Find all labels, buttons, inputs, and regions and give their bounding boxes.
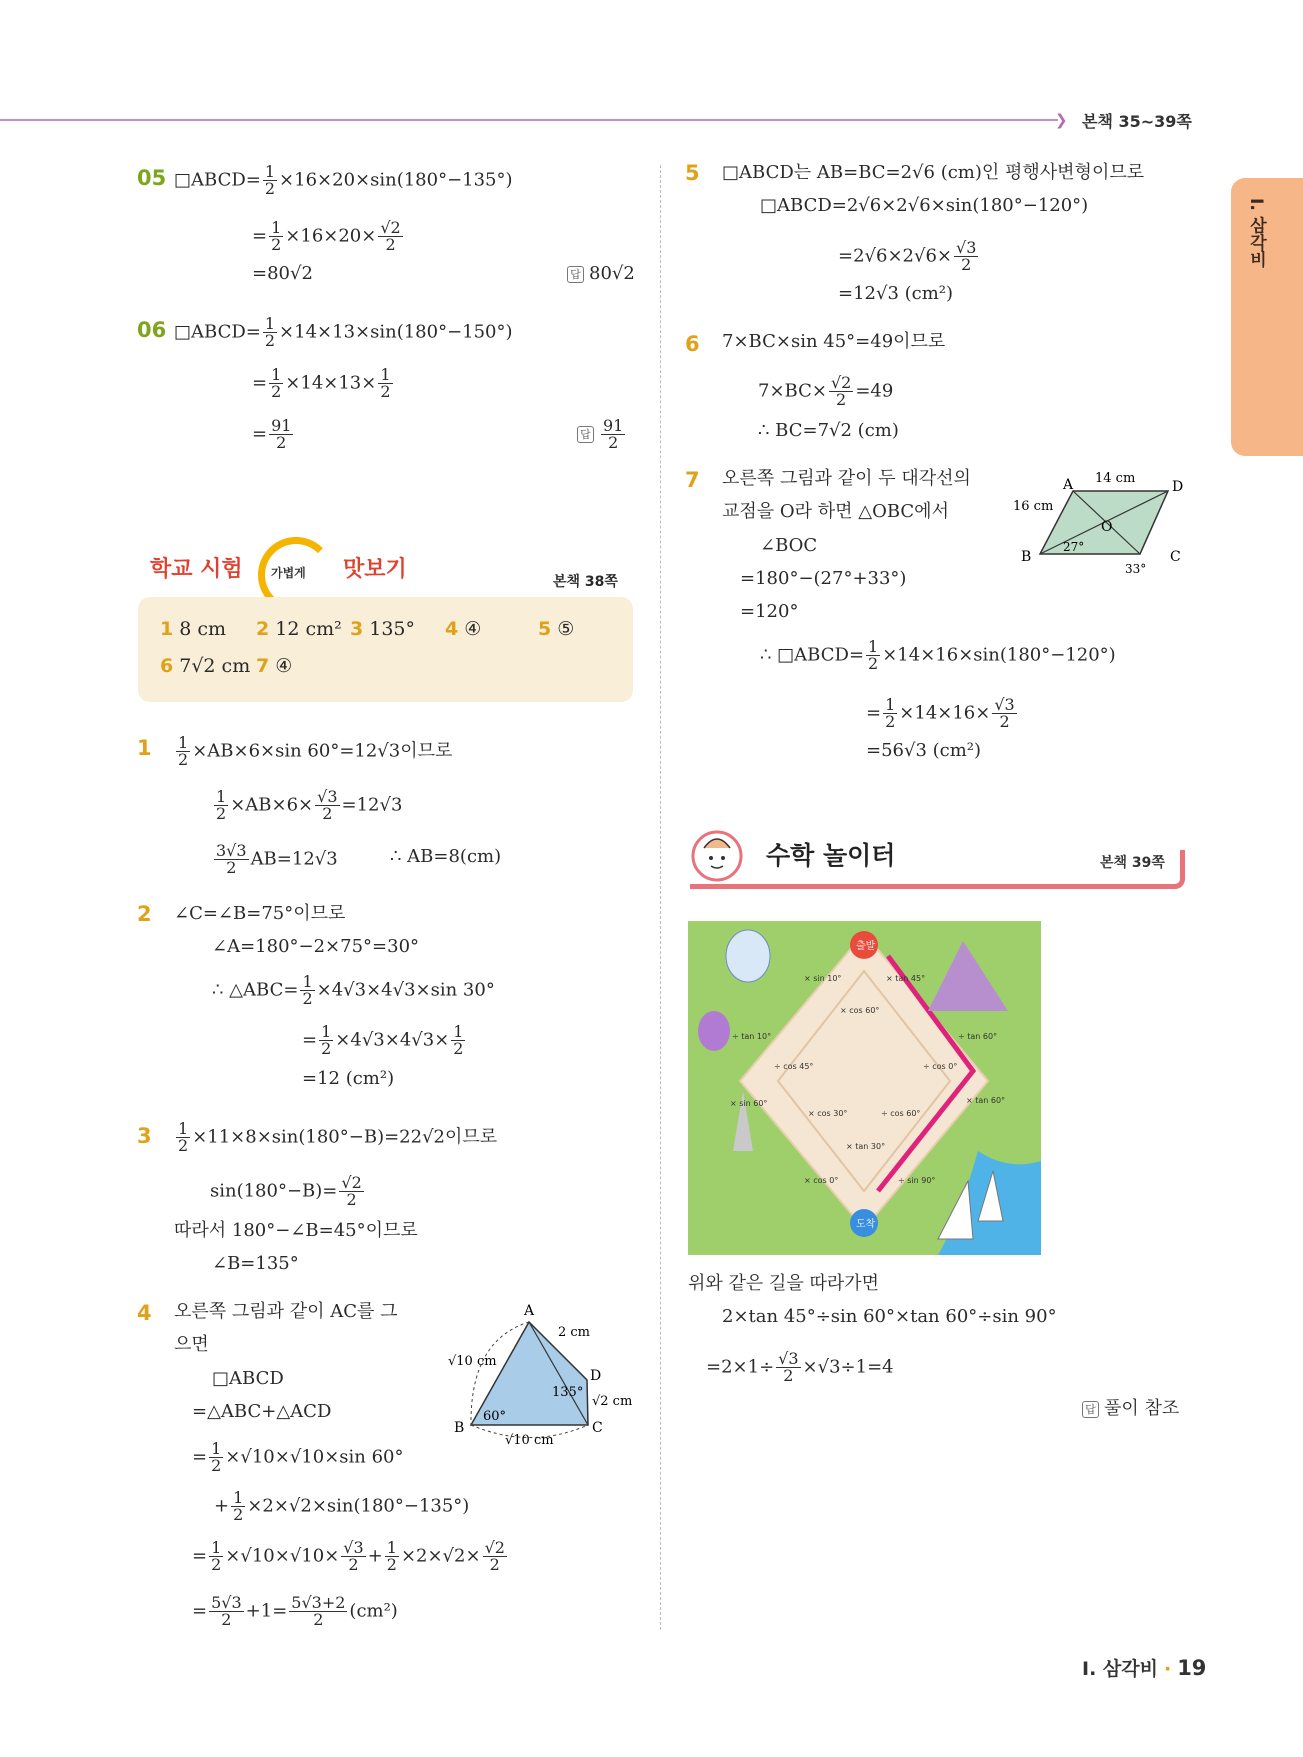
q4-line7: = $\frac{1}{2}$ ×√10×√10× $\frac{√3}{2}$ + $\frac{1}{2}$ ×2×√2× $\frac{√2}{2}$: [192, 1538, 505, 1574]
label-a: A: [524, 1303, 535, 1319]
label-a: A: [1063, 477, 1074, 493]
q5-line4: =12√3 (cm²): [838, 283, 954, 304]
school-test-title: 학교 시험: [150, 557, 243, 582]
playground-line1: 위와 같은 길을 따라가면: [688, 1273, 880, 1294]
q3-line4: ∠B=135°: [212, 1253, 299, 1274]
q7-line3: ∠BOC: [760, 535, 818, 556]
summary-item: 5 ⑤: [538, 618, 575, 640]
q7-line1: 오른쪽 그림과 같이 두 대각선의: [722, 468, 971, 489]
balloon-icon: [698, 1011, 730, 1051]
label-ad: 2 cm: [558, 1325, 591, 1340]
q6-line1: 7×BC×sin 45°=49이므로: [722, 331, 946, 352]
problem-number: 3: [137, 1124, 152, 1148]
label-ad: 14 cm: [1095, 471, 1136, 486]
label-b: B: [1021, 549, 1032, 565]
school-test-ref: 본책 38쪽: [553, 574, 618, 590]
answer-icon: 답: [567, 266, 584, 283]
maze-label: ÷ tan 10°: [732, 1032, 772, 1041]
q2-line2: ∠A=180°−2×75°=30°: [212, 936, 420, 957]
playground-line2: 2×tan 45°÷sin 60°×tan 60°÷sin 90°: [722, 1306, 1057, 1327]
school-test-title-right: 맛보기: [343, 557, 407, 582]
answer-icon: 답: [577, 426, 594, 443]
summary-item: 7 ④: [256, 655, 293, 677]
maze-label: ÷ tan 60°: [958, 1032, 998, 1041]
q5-line2: □ABCD=2√6×2√6×sin(180°−120°): [760, 195, 1089, 216]
problem-number: 7: [685, 468, 700, 492]
label-c: C: [592, 1420, 603, 1436]
q7-line6: ∴ □ABCD= $\frac{1}{2}$ ×14×16×sin(180°−120°): [760, 637, 1116, 673]
summary-item: 1 8 cm: [160, 618, 227, 640]
summary-item: 4 ④: [445, 618, 482, 640]
mascot-icon: [686, 820, 748, 884]
problem-number: 4: [137, 1301, 152, 1325]
maze-label: ÷ cos 60°: [881, 1109, 921, 1118]
maze-label: ÷ cos 0°: [923, 1062, 958, 1071]
end-label: 도착: [856, 1219, 876, 1230]
summary-item: 6 7√2 cm: [160, 655, 251, 677]
q2-line3: ∴ △ABC= $\frac{1}{2}$ ×4√3×4√3×sin 30°: [212, 972, 495, 1008]
problem-number: 1: [137, 736, 152, 760]
q7-line5: =120°: [740, 601, 799, 622]
page-footer: I. 삼각비 · 19: [1082, 1656, 1207, 1680]
q1-line3: $\frac{3√3}{2}$ AB=12√3: [216, 841, 338, 877]
q4-line5: = $\frac{1}{2}$ ×√10×√10×sin 60°: [192, 1439, 404, 1475]
label-ab: √10 cm: [448, 1354, 497, 1369]
q2-line1: ∠C=∠B=75°이므로: [174, 903, 346, 924]
p06-line2: = $\frac{1}{2}$ ×14×13× $\frac{1}{2}$: [252, 365, 391, 401]
playground-ref: 본책 39쪽: [1100, 855, 1165, 871]
p05-line1: □ABCD= $\frac{1}{2}$ ×16×20×sin(180°−135°): [174, 162, 513, 198]
summary-item: 3 135°: [350, 618, 415, 640]
q1-line3b: ∴ AB=8(cm): [390, 846, 502, 867]
label-d: D: [590, 1368, 602, 1384]
maze-illustration: [688, 921, 1041, 1255]
p05-answer: 답 80√2: [567, 263, 635, 284]
q4-figure: [440, 1300, 640, 1450]
maze-label: ÷ cos 45°: [774, 1062, 814, 1071]
q4-line3: □ABCD: [212, 1368, 284, 1389]
column-divider: [660, 165, 661, 1630]
q1-line2: $\frac{1}{2}$ ×AB×6× $\frac{√3}{2}$ =12√3: [216, 787, 403, 823]
maze-label: × cos 30°: [808, 1109, 848, 1118]
problem-number: 06: [137, 318, 167, 342]
q4-line4: =△ABC+△ACD: [192, 1401, 332, 1422]
p06-answer: 답 $\frac{91}{2}$: [577, 418, 627, 451]
label-27: 27°: [1063, 540, 1085, 554]
maze-label: ÷ sin 90°: [898, 1176, 936, 1185]
q5-line3: =2√6×2√6× $\frac{√3}{2}$: [838, 238, 977, 274]
q7-line7: = $\frac{1}{2}$ ×14×16× $\frac{√3}{2}$: [866, 695, 1015, 731]
q7-figure: [1005, 465, 1190, 580]
q7-line2: 교점을 O라 하면 △OBC에서: [722, 501, 949, 522]
label-ab: 16 cm: [1013, 499, 1054, 514]
maze-label: × tan 45°: [886, 974, 926, 983]
maze-label: × cos 60°: [840, 1006, 880, 1015]
problem-number: 5: [685, 161, 700, 185]
start-label: 출발: [856, 941, 876, 952]
answer-icon: 답: [1082, 1401, 1099, 1418]
q1-line1: $\frac{1}{2}$ ×AB×6×sin 60°=12√3이므로: [178, 733, 453, 769]
label-angle-d: 135°: [552, 1385, 584, 1400]
q2-line5: =12 (cm²): [302, 1068, 395, 1089]
q4-line2: 으면: [174, 1334, 209, 1355]
label-angle-b: 60°: [483, 1409, 507, 1424]
maze-label: × sin 60°: [730, 1099, 768, 1108]
maze-label: × tan 60°: [966, 1096, 1006, 1105]
label-c: C: [1170, 549, 1181, 565]
chapter-tab-label: I. 삼각비: [1246, 198, 1266, 268]
summary-item: 2 12 cm²: [256, 618, 342, 640]
q4-line1: 오른쪽 그림과 같이 AC를 그: [174, 1301, 398, 1322]
p06-line1: □ABCD= $\frac{1}{2}$ ×14×13×sin(180°−150°): [174, 314, 513, 350]
q3-line2: sin(180°−B)= $\frac{√2}{2}$: [210, 1173, 362, 1209]
label-dc: √2 cm: [592, 1394, 633, 1409]
q5-line1: □ABCD는 AB=BC=2√6 (cm)인 평행사변형이므로: [722, 162, 1145, 183]
label-33: 33°: [1125, 562, 1147, 576]
q3-line1: $\frac{1}{2}$ ×11×8×sin(180°−B)=22√2이므로: [178, 1119, 498, 1155]
p06-line3: = $\frac{91}{2}$: [252, 416, 292, 452]
maze-label: × cos 0°: [804, 1176, 839, 1185]
q6-line2: 7×BC× $\frac{√2}{2}$ =49: [758, 373, 894, 409]
q4-line8: = $\frac{5√3}{2}$ +1= $\frac{5√3+2}{2}$ (cm²): [192, 1593, 398, 1629]
playground-answer: 답 풀이 참조: [1082, 1394, 1179, 1420]
q7-line8: =56√3 (cm²): [866, 740, 982, 761]
header-rule: [0, 119, 1058, 121]
maze-label: × sin 10°: [804, 974, 842, 983]
balloon-icon: [726, 930, 770, 982]
maze-label: × tan 30°: [846, 1142, 886, 1151]
q6-line3: ∴ BC=7√2 (cm): [758, 420, 899, 441]
problem-number: 2: [137, 902, 152, 926]
label-o: O: [1101, 519, 1113, 535]
problem-number: 6: [685, 332, 700, 356]
q2-line4: = $\frac{1}{2}$ ×4√3×4√3× $\frac{1}{2}$: [302, 1022, 464, 1058]
label-b: B: [454, 1420, 465, 1436]
playground-title: 수학 놀이터: [766, 841, 896, 870]
p05-line2: = $\frac{1}{2}$ ×16×20× $\frac{√2}{2}$: [252, 218, 401, 254]
q4-line6: + $\frac{1}{2}$ ×2×√2×sin(180°−135°): [214, 1488, 470, 1524]
playground-line3: =2×1÷ $\frac{√3}{2}$ ×√3÷1=4: [706, 1349, 894, 1385]
label-d: D: [1172, 479, 1184, 495]
chevron-right-icon: ❯: [1055, 111, 1068, 129]
q3-line3: 따라서 180°−∠B=45°이므로: [174, 1220, 418, 1241]
q7-line4: =180°−(27°+33°): [740, 568, 907, 589]
p05-line3: =80√2: [252, 263, 313, 284]
answer-summary-box: [138, 597, 633, 702]
label-bc: √10 cm: [505, 1433, 554, 1448]
problem-number: 05: [137, 166, 167, 190]
page-ref: 본책 35~39쪽: [1082, 112, 1192, 131]
ring-text: 가볍게: [271, 566, 306, 580]
